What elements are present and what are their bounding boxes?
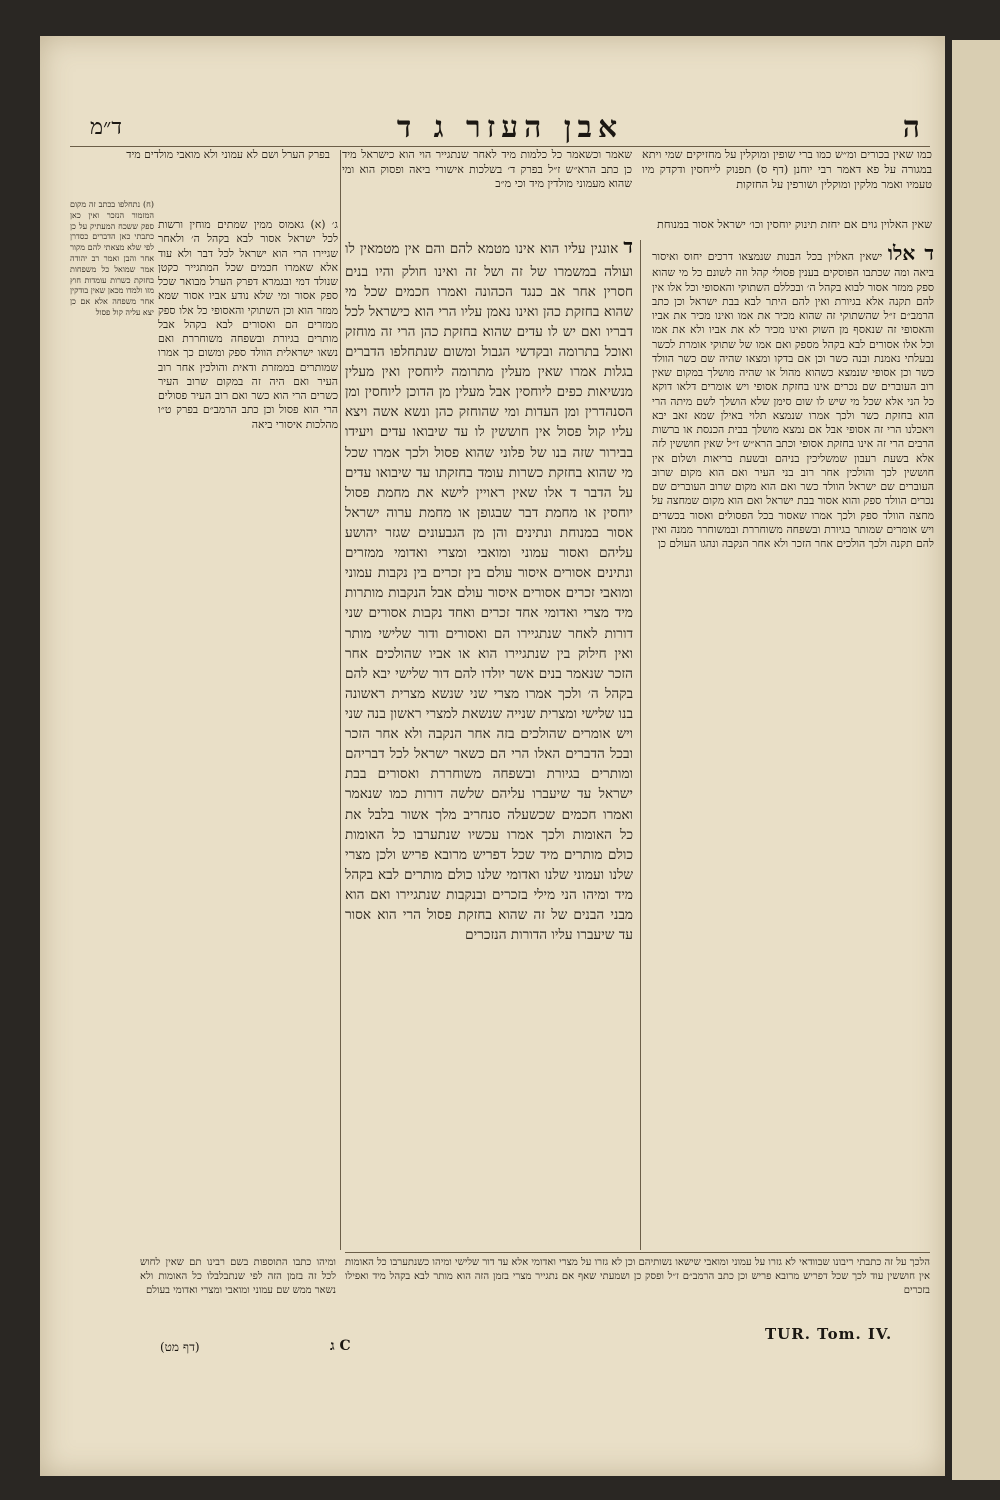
header-rule <box>70 146 930 147</box>
column-divider-left <box>340 150 341 1250</box>
right-commentary-column <box>652 240 934 1240</box>
marginal-notes-column: (ח) נתחלפו בכתב זה מקום המזמור הנזכר ואין כאן ספק ששכח המעתיק על כן כתבתי כאן הדברים כסדרן לפי שלא מצאתי להם מקור אחר והבן ואמר רב יהודה אמר שמואל כל משפחות בחזקת כשרות עומדות חוץ מזו ולמדו מכאן שאין בודקין אחר משפחה אלא אם כן יצא עליה קול פסול <box>70 200 154 317</box>
right-sub-line: שאין האלוין גוים אם יחזת תינוק יוחסין וכו׳ ישראל אסור במנוחת <box>657 218 932 231</box>
main-text-column <box>345 232 633 1254</box>
footnotes-left: ומיהו כתבו התוספות בשם רבינו תם שאין לחוש לכל זה בזמן הזה לפי שנתבלבלו כל האומות ולא נשאר ממש שם עמוני ומואבי ומצרי ואדומי בעולם <box>140 1257 336 1296</box>
footnotes-center: הלכך על זה כתבתי ריבונו שבוודאי לא גזרו על עמוני ומואבי שישאו נשותיהם וכן לא גזרו על מצרי ואדומי אלא עד דור שלישי ומיהו כשנתערבו כל האומות אין חוששין עוד לכך שכל דפריש מרובא פריש וכן כתב הרמב״ם ז״ל ופסק כן ושמעתי שאף אם נתגייר מצרי בזמן הזה הוא מותר לבא בקהל מיד ואפילו בזכרים <box>345 1257 930 1296</box>
header-right-mark: ה <box>902 110 920 145</box>
left-top-column: בפרק הערל ושם לא עמוני ולא מואבי מולדים מיד <box>126 148 330 161</box>
center-dropcap: ד <box>623 234 633 258</box>
footnote-rule <box>345 1252 930 1253</box>
main-text: אונגין עליו הוא אינו מטמא להם והם אין מטמאין לו ועולה במשמרו של זה ושל זה ואינו חולק והיו בנים חסרין אחר אב כנגד הכהונה ואמרו חכמים שכל מי שהוא בחזקת כהן ואינו נאמן עליו הרי הוא כישראל לכל דבריו ואם יש לו עדים שהוא בחזקת כהן הרי זה מוחזק ואוכל בתרומה ובקדשי הגבול ומשום שנתחלפו הדברים בגלות אמרו שאין מעלין מתרומה ליוחסין ואין מעלין מנשיאות כפים ליוחסין אבל מעלין מן הדוכן ליוחסין ומן הסנהדרין ומן העדות ומי שהוחזק כהן ונשא אשה ויצא עליו קול פסול אין חוששין לו עד שיבואו עדים ויעידו בבירור שזה בנו של פלוני שהוא פסול ולכך אמרו שכל מי שהוא בחזקת כשרות עומד בחזקתו עד שיבואו עדים על הדבר ד אלו שאין ראויין לישא את מחמת פסול יוחסין או מחמת דבר שבגופן או מחמת ערוה ישראל אסור במנוחת ונתינים והן מן הגבעונים שגזר יהושע עליהם ואסור עמוני ומואבי ומצרי ואדומי ממזרים ונתינים אסורים איסור עולם בין זכרים בין נקבות עמוני ומואבי זכרים אסורים איסור עולם אבל הנקבות מותרות מיד מצרי ואדומי אחד זכרים ואחד נקבות אסורים שני דורות לאחר שנתגיירו הם ואסורים ודור שלישי מותר ואין חילוק בין שנתגיירו הוא או אביו שהולכים אחר הזכר שנאמר בנים אשר יולדו להם דור שלישי יבא להם בקהל ה׳ ולכך אמרו מצרי שני שנשא מצרית ראשונה בנו שלישי ומצרית שנייה שנשאת למצרי ראשון בנה שני ויש אומרים שהולכים בזה אחר הנקבה ולא אחר הזכר ובכל הדברים האלו הרי הם כשאר ישראל לכל דבריהם ומותרים בגיורת ובשפחה משוחררת ואסורים בבת ישראל עד שיעברו עליהם שלשה דורות כמו שנאמר ואמרו חכמים שכשעלה סנחריב מלך אשור בלבל את כל האומות ולכך אמרו עכשיו שנתערבו כל האומות כולם מותרים מיד שכל דפריש מרובא פריש ולכן מצרי שלנו ועמוני שלנו ואדומי שלנו כולם מותרים לבא בקהל מיד ומיהו הני מילי בזכרים ובנקבות שנתגיירו ואם הוא מבני הבנים של זה שהוא בחזקת פסול הרי הוא אסור עד שיעברו עליו הדורות הנזכרים <box>345 241 633 944</box>
catchword: (דף מט) <box>160 1340 200 1354</box>
running-title: אבן העזר ג ד <box>396 110 624 145</box>
header-left-mark: ד״מ <box>90 115 122 140</box>
column-divider-right <box>640 240 641 1250</box>
imprint-line: TUR. Tom. IV. <box>765 1325 893 1343</box>
center-top-column: שאמר וכשאמר כל כלמות מיד לאחר שנתגייר הוי הוא כישראל מיד כן כתב הרא״ש ז״ל בפרק ד׳ בשלכות אישורי ביאה ופסוק הוא ומי שהוא מעמוני מולדין מיד וכי מ״ב <box>342 148 632 191</box>
left-commentary-column: ג׳ (א) גאמוס ממין שמתים מוחין ורשות לכל ישראל אסור לבא בקהל ה׳ ולאחר שגיירו הרי הוא ישראל לכל דבר ולא עוד אלא שאמרו חכמים שכל המתגייר כקטן שנולד דמי ובגמרא דפרק הערל מבואר שכל ספק אסור ומי שלא נודע אביו אסור שמא ממזר הוא וכן השתוקי והאסופי כל אלו ספק ממזרים הם ואסורים לבא בקהל אבל מותרים בגיורת ובשפחה משוחררת ואם נשאו ישראלית הוולד ספק ומשום כך אמרו שמותרים בממזרת ודאית והולכין אחר רוב העיר ואם היה זה במקום שרוב העיר כשרים הרי הוא כשר ואם רוב העיר פסולים הרי הוא פסול וכן כתב הרמב״ם בפרק ט״ו מהלכות איסורי ביאה <box>158 218 338 431</box>
signature-mark: ג C <box>330 1338 351 1354</box>
right-commentary-text: ישאין האלוין בכל הבנות שנמצאו דרכים יחוס ואיסור ביאה ומה שכתבו הפוסקים בענין פסולי קהל וזה לשונם כל מי שהוא ספק ממזר אסור לבוא בקהל ה׳ ובכללם השתוקי והאסופי וכל אלו אין להם תקנה אלא בגיורת ואין להם היתר לבא בבת ישראל וכן כתב הרמב״ם ז״ל שהשתוקי זה שהוא מכיר את אמו ואינו מכיר את אביו והאסופי זה שנאסף מן השוק ואינו מכיר לא את אביו ולא את אמו וכל אלו אסורים לבא בקהל מספק ואם אמו של שתוקי אומרת לכשר נבעלתי נאמנת ובנה כשר וכן אם בדקו ומצאו שהיה שם כשר הוולד כשר וכן אסופי שנמצא כשהוא מהול או שהיה מושלך במקום שאין רוב העוברים שם נכרים אינו בחזקת אסופי ויש אומרים דלאו דוקא כל הני אלא שכל מי שיש לו שום סימן שלא הושלך לשם מיתה הרי הוא בחזקת כשר ולכך אמרו שנמצא תלוי באילן שמא זאב יבא ויאכלנו הרי זה אסופי אבל אם נמצא מושלך בבית הכנסת או ברשות הרבים הרי זה אינו בחזקת אסופי וכתב הרא״ש ז״ל שאין חוששין לזה אלא בשעת רעבון שמשליכין בניהם ובשעת בריאות ושלום אין חוששין לכך והולכין אחר רוב בני העיר ואם הוא מקום שרוב העוברים שם ישראל הוולד כשר ואם הוא מקום שרוב העוברים שם נכרים הוולד ספק והוא אסור בבת ישראל ואם הוא מקום שמחצה על מחצה הוולד ספק ולכך אמרו שאסור בכל הפסולים ואסור בכשרים ויש אומרים שמותר בגיורת ובשפחה משוחררת ובמשוחרר ממנה ואין להם תקנה ולכך הולכים אחר הזכר ולא אחר הנקבה ונהגו העולם כן <box>652 250 934 551</box>
facing-page-edge <box>952 40 1000 1480</box>
right-top-column: כמו שאין בכורים ומ״ש כמו ברי שופין ומוקלין על מחזיקים שמי ויתא במגורה על פא דאמר רבי יוחנן (דף ס) תפנוק לייחסין ודקדק מיו טעמיו ואמר מלקין ומוקלין ושורפין על החזקות <box>642 148 932 191</box>
right-dropcap: ד אלו <box>887 241 934 265</box>
